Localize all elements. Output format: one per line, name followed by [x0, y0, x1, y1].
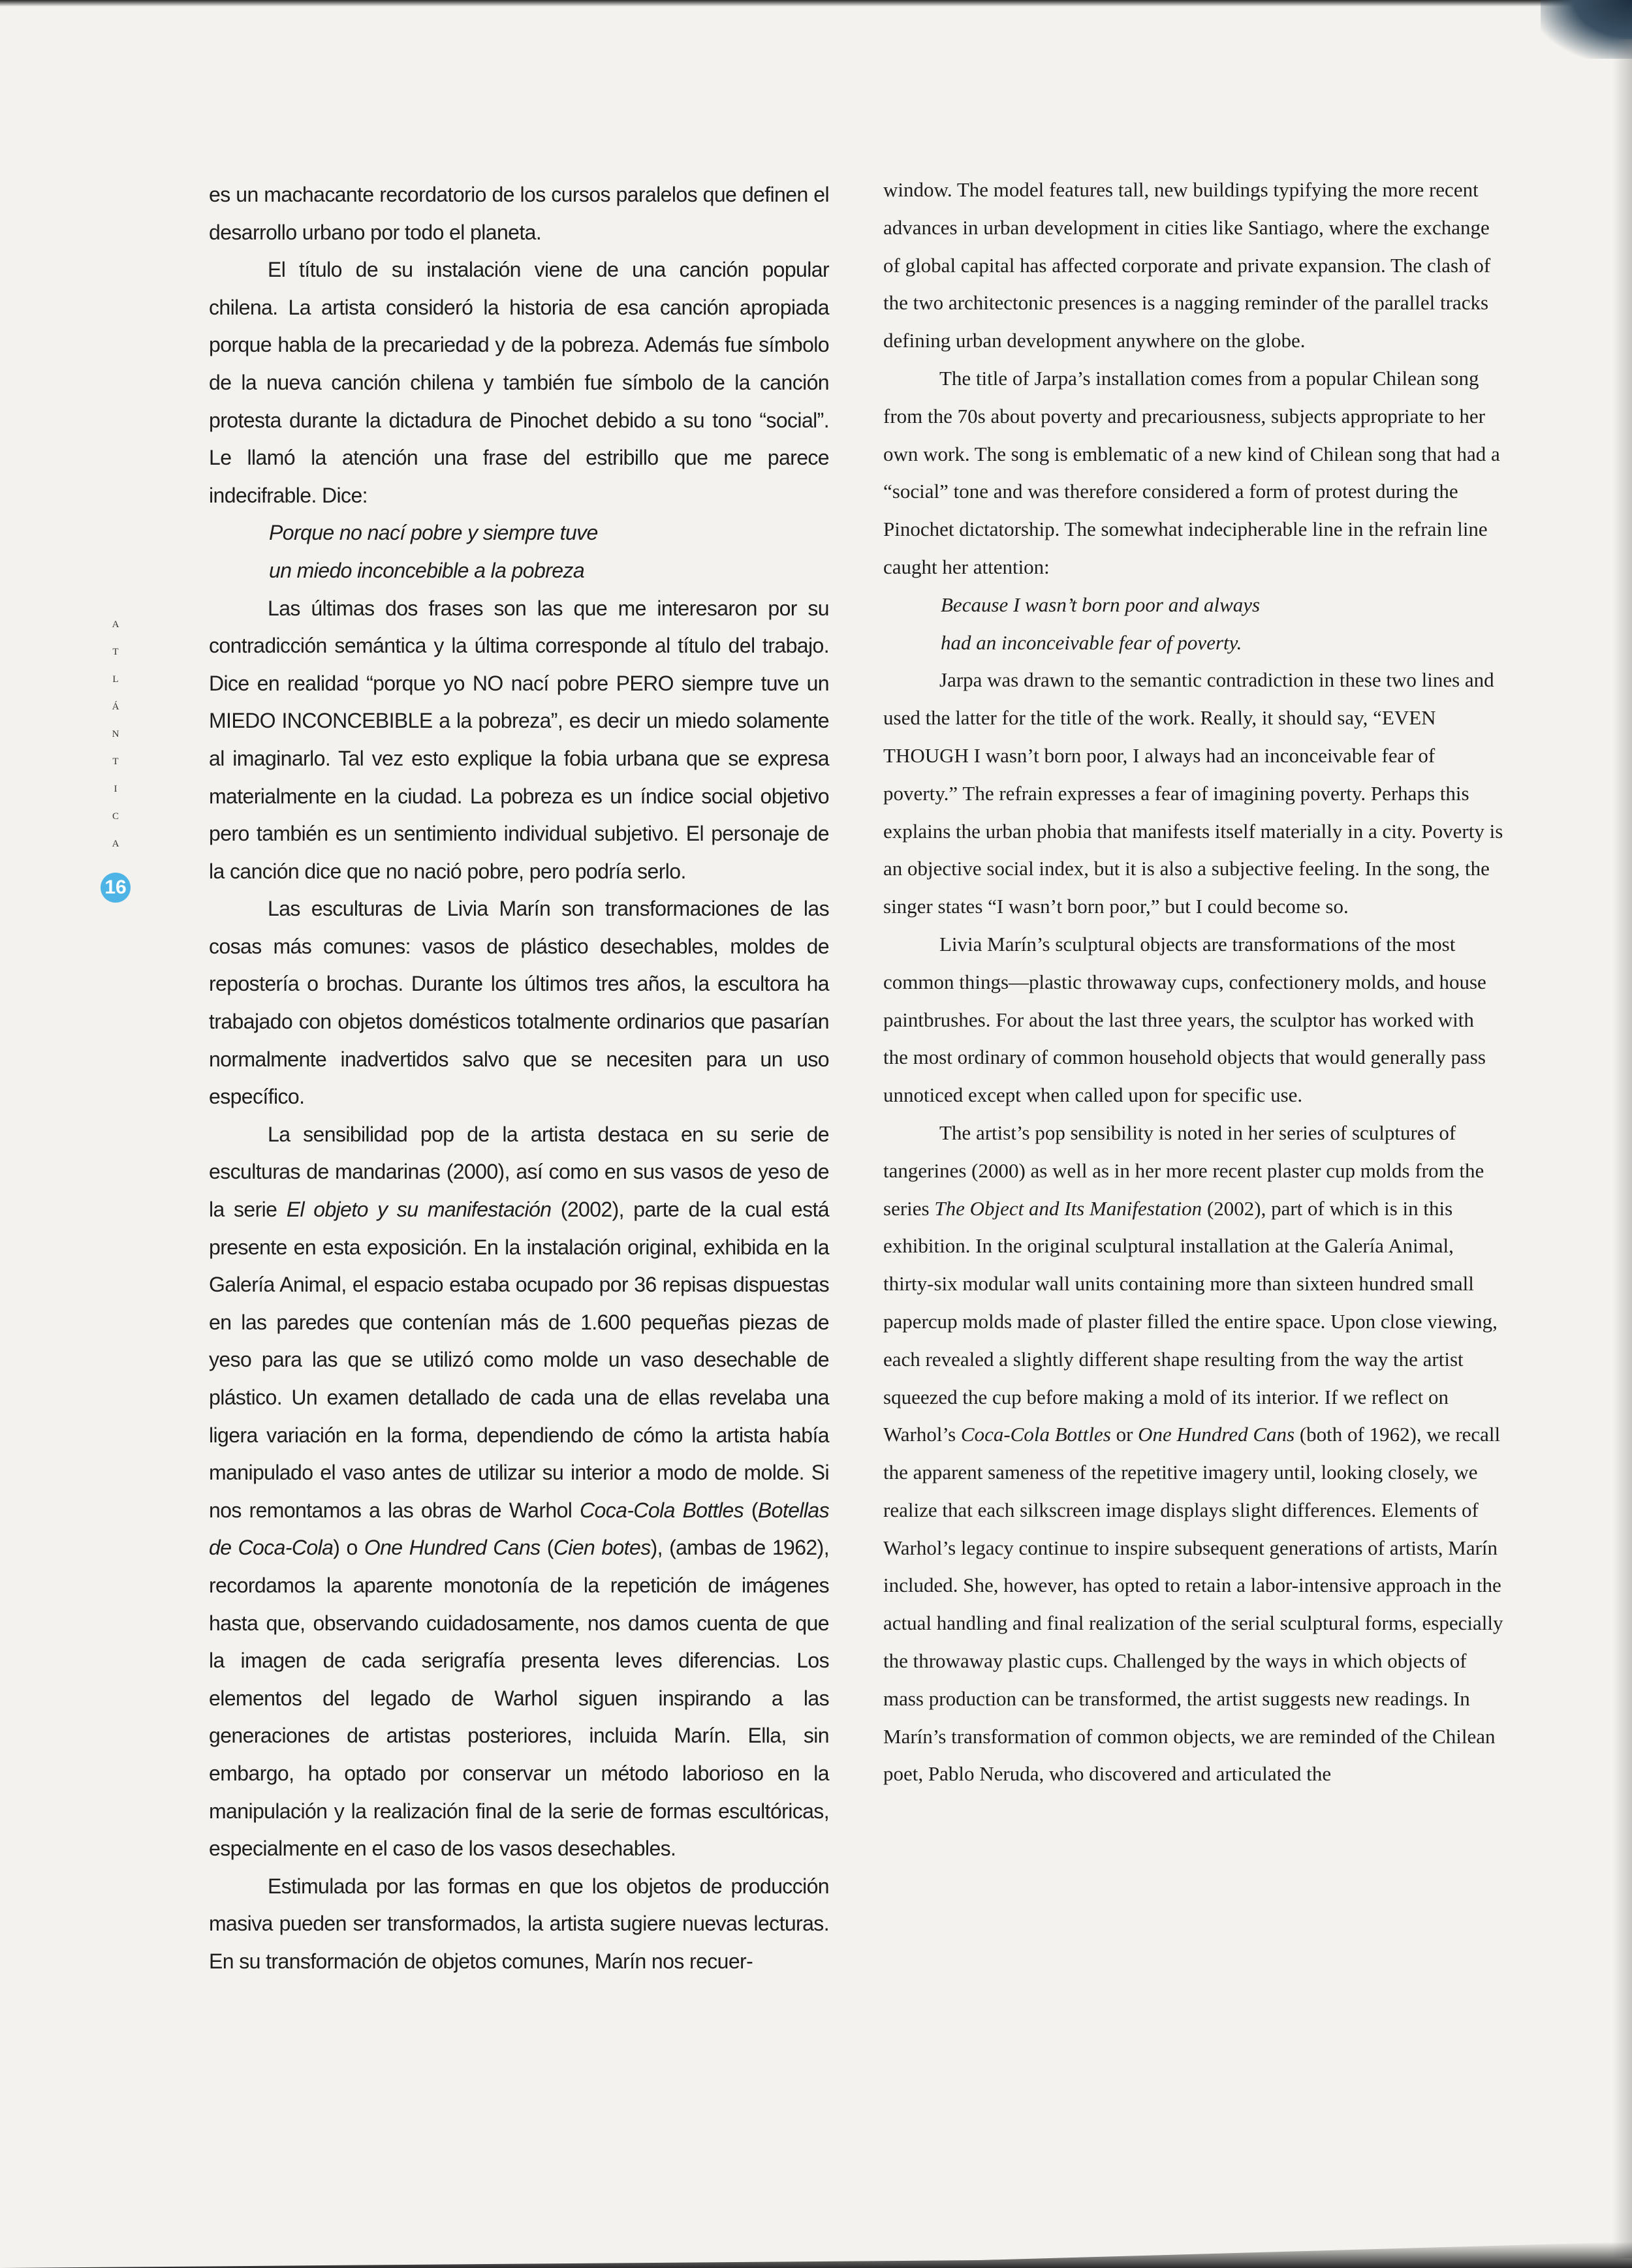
artwork-title: Botellas de Coca-Cola — [209, 1498, 829, 1560]
paragraph: Livia Marín’s sculptural objects are transformations of the most common things—plastic throwaway cups, confectionery molds, and house paintbrushes. For about the last three years, the sculptor has worked with the most ordinary of common household objects that would generally pass unnoticed except when called upon for specific use. — [883, 932, 1486, 1107]
paragraph: Jarpa was drawn to the semantic contradiction in these two lines and used the latter for the title of the work. Really, it should say, “EVEN THOUGH I wasn’t born poor, I always had an inconceivable fear of poverty.” The refrain expresses a fear of imagining poverty. Perhaps this explains the urban phobia that manifests itself materially in a city. Poverty is an objective social index, but it is also a subjective feeling. In the song, the singer states “I wasn’t born poor,” but I could become so. — [883, 668, 1503, 918]
paragraph: window. The model features tall, new buildings typifying the more recent advances in urban development in cities like Santiago, where the exchange of global capital has affected corporate and private expansion. The clash of the two architectonic presences is a nagging reminder of the parallel tracks defining urban development anywhere on the globe. — [883, 178, 1491, 352]
text-run: ) o — [333, 1536, 364, 1560]
magazine-title-vertical — [108, 620, 123, 849]
text-run: La sensibilidad pop de la artista destaca en su serie de esculturas de mandarinas (2000), así como en sus vasos de yeso de la serie — [209, 1122, 829, 1222]
artwork-title: Coca-Cola Bottles — [580, 1498, 744, 1522]
title-letter: L — [112, 674, 119, 685]
verse-line: un miedo inconcebible a la pobreza — [269, 558, 585, 582]
artwork-title: El objeto y su manifestación — [286, 1198, 552, 1222]
verse-line: had an inconceivable fear of poverty. — [941, 630, 1242, 654]
page-top-shadow — [0, 0, 1632, 7]
title-letter: T — [112, 756, 119, 767]
page-right-edge — [1612, 39, 1632, 2258]
paragraph: Estimulada por las formas en que los objetos de producción masiva pueden ser transformados, la artista sugiere nuevas lecturas. En su transformación de objetos comunes, Marín nos recuer- — [209, 1874, 829, 1973]
title-letter: C — [112, 811, 119, 822]
artwork-title: One Hundred Cans — [1138, 1423, 1295, 1446]
artwork-title: One Hundred Cans — [364, 1536, 541, 1560]
text-run: (both of 1962), we recall the apparent sameness of the repetitive imagery until, looking closely, we realize that each silkscreen image displays slight differences. Elements of Warhol’s legacy continue to inspire subsequent generations of artists, Marín included. She, however, has opted to retain a labor-intensive approach in the actual handling and final realization of the serial sculptural forms, especially the throwaway plastic cups. Challenged by the ways in which objects of mass production can be transformed, the artist suggests new readings. In Marín’s transformation of common objects, we are reminded of the Chilean poet, Pablo Neruda, who discovered and articulated the — [883, 1423, 1503, 1786]
title-letter: A — [112, 619, 119, 630]
title-letter: N — [112, 729, 119, 739]
paragraph — [883, 1114, 1503, 1793]
paragraph: Las últimas dos frases son las que me interesaron por su contradicción semántica y la última corresponde al título del trabajo. Dice en realidad “porque yo NO nací pobre PERO siempre tuve un MIEDO INCONCEBIBLE a la pobreza”, es decir un miedo solamente al imaginarlo. Tal vez esto explique la fobia urbana que se expresa materialmente en la ciudad. La pobreza es un índice social objetivo pero también es un sentimiento individual subjetivo. El personaje de la canción dice que no nació pobre, pero podría serlo. — [209, 596, 829, 883]
text-run: ( — [744, 1498, 758, 1522]
title-letter: A — [112, 839, 119, 849]
paragraph: Las esculturas de Livia Marín son transformaciones de las cosas más comunes: vasos de plástico desechables, moldes de repostería o brochas. Durante los últimos tres años, la escultora ha trabajado con objetos domésticos totalmente ordinarios que pasarían normalmente inadvertidos salvo que se necesiten para un uso específico. — [209, 897, 829, 1109]
text-run: ), (ambas de 1962), recordamos la aparente monotonía de la repetición de imágenes hasta que, observando cuidadosamente, nos damos cuenta de que la imagen de cada serigrafía presenta leves diferencias. Los elementos del legado de Warhol siguen inspirando a las generaciones de artistas posteriores, incluida Marín. Ella, sin embargo, ha optado por conservar un método laborioso en la manipulación y la realización final de la serie de formas escultóricas, especialmente en el caso de los vasos desechables. — [209, 1536, 829, 1861]
title-letter: I — [114, 784, 118, 794]
paragraph: es un machacante recordatorio de los cursos paralelos que definen el desarrollo urbano por todo el planeta. — [209, 183, 829, 244]
text-run: (2002), part of which is in this exhibition. In the original sculptural installation at the Galería Animal, thirty-six modular wall units containing more than sixteen hundred small papercup molds made of plaster filled the entire space. Upon close viewing, each revealed a slightly different shape resulting from the way the artist squeezed the cup before making a mold of its interior. If we reflect on Warhol’s — [883, 1196, 1498, 1446]
page-number-badge: 16 — [101, 873, 131, 903]
text-run: or — [1110, 1423, 1138, 1446]
page-bottom-curl — [0, 2242, 1632, 2268]
english-column — [883, 171, 1503, 1793]
artwork-title: The Object and Its Manifestation — [934, 1196, 1202, 1220]
text-run: The artist’s pop sensibility is noted in her series of sculptures of tangerines (2000) as well as in her more recent plaster cup molds from the series — [883, 1121, 1484, 1220]
paragraph: El título de su instalación viene de una canción popular chilena. La artista consideró la historia de esa canción apropiada porque habla de la precariedad y de la pobreza. Además fue símbolo de la nueva canción chilena y también fue símbolo de la canción protesta durante la dictadura de Pinochet debido a su tono “social”. Le llamó la atención una frase del estribillo que me parece indecifrable. Dice: — [209, 258, 829, 507]
artwork-title: Coca-Cola Bottles — [960, 1423, 1111, 1446]
paragraph: The title of Jarpa’s installation comes from a popular Chilean song from the 70s about poverty and precariousness, subjects appropriate to her own work. The song is emblematic of a new kind of Chilean song that had a “social” tone and was therefore considered a form of protest during the Pinochet dictatorship. The somewhat indecipherable line in the refrain line caught her attention: — [883, 366, 1500, 578]
title-letter: Á — [112, 702, 119, 712]
text-run: (2002), parte de la cual está presente en esta exposición. En la instalación original, exhibida en la Galería Animal, el espacio estaba ocupado por 36 repisas dispuestas en las paredes que contenían más de 1.600 pequeñas piezas de yeso para las que se utilizó como molde un vaso desechable de plástico. Un examen detallado de cada una de ellas revelaba una ligera variación en la forma, dependiendo de cómo la artista había manipulado el vaso antes de utilizar su interior a modo de molde. Si nos remontamos a las obras de Warhol — [209, 1198, 829, 1522]
paragraph — [209, 1116, 829, 1868]
artwork-title: Cien botes — [553, 1536, 651, 1560]
title-letter: T — [112, 647, 119, 657]
verse-line: Because I wasn’t born poor and always — [941, 593, 1261, 616]
text-run: ( — [540, 1536, 554, 1560]
spanish-column — [209, 176, 829, 1981]
verse-line: Porque no nací pobre y siempre tuve — [269, 521, 598, 545]
